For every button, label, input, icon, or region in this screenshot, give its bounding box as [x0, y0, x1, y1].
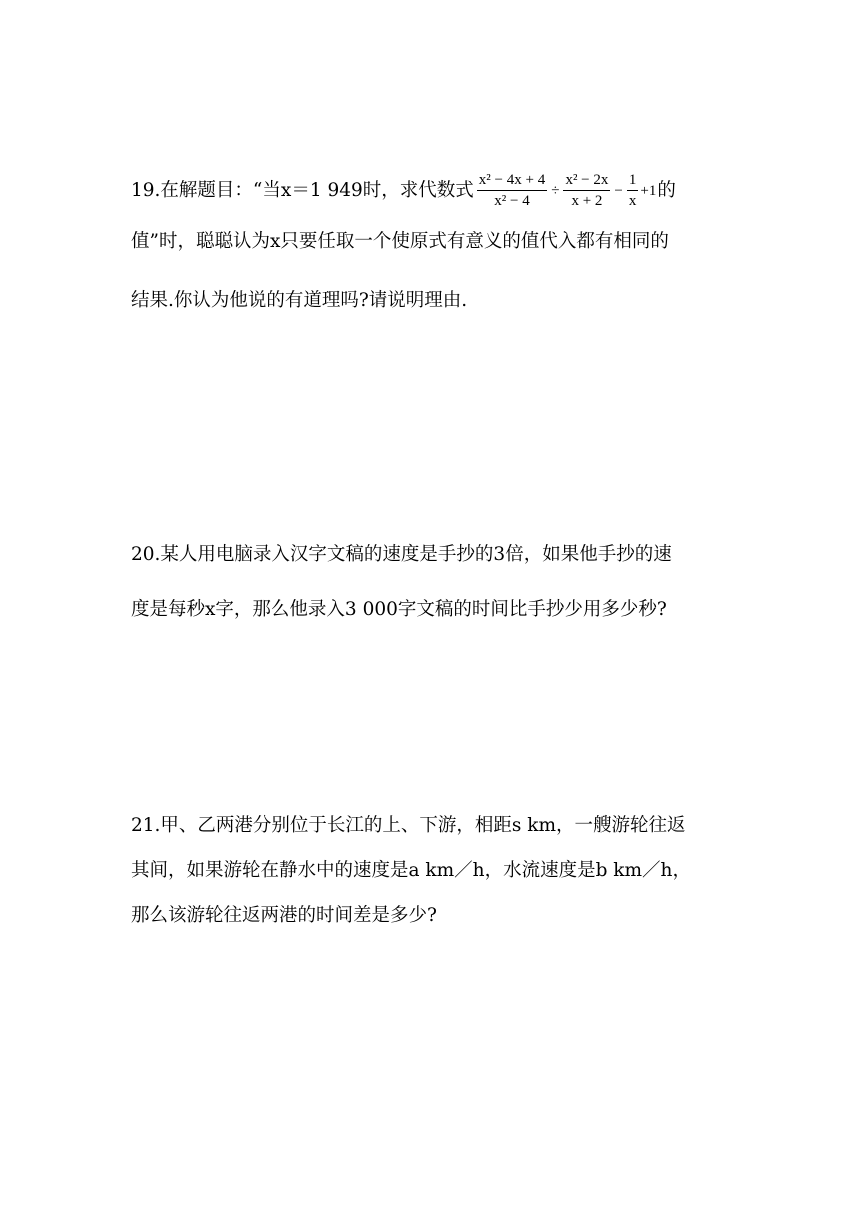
divide-sign: ÷	[551, 182, 560, 199]
problem-21-line-1: 21.甲、乙两港分别位于长江的上、下游，相距s km，一艘游轮往返	[131, 815, 686, 836]
plus-one-term: +1	[640, 182, 657, 199]
minus-sign: −	[614, 182, 623, 199]
fraction-1	[477, 170, 547, 211]
fraction-3-numerator: 1	[627, 170, 639, 191]
problem-19-line-3: 结果.你认为他说的有道理吗?请说明理由.	[131, 290, 468, 311]
algebraic-expression	[475, 170, 657, 211]
problem-19-text-end: 的	[657, 179, 676, 201]
fraction-2-denominator: x + 2	[571, 193, 603, 209]
fraction-1-denominator: x² − 4	[494, 193, 530, 209]
fraction-2	[563, 170, 610, 211]
fraction-2-numerator: x² − 2x	[563, 170, 610, 191]
problem-19-text-start: 19.在解题目：“当x＝1 949时，求代数式	[131, 179, 474, 201]
fraction-3	[627, 170, 639, 211]
problem-21-line-3: 那么该游轮往返两港的时间差是多少?	[131, 905, 437, 926]
problem-19-line-2: 值”时，聪聪认为x只要任取一个使原式有意义的值代入都有相同的	[131, 231, 669, 252]
problem-19-line-1	[131, 170, 676, 211]
fraction-3-denominator: x	[628, 193, 637, 209]
problem-21-line-2: 其间，如果游轮在静水中的速度是a km／h，水流速度是b km／h，	[131, 860, 691, 881]
problem-20-line-2: 度是每秒x字，那么他录入3 000字文稿的时间比手抄少用多少秒?	[131, 599, 667, 620]
problem-20-line-1: 20.某人用电脑录入汉字文稿的速度是手抄的3倍，如果他手抄的速	[131, 544, 672, 565]
fraction-1-numerator: x² − 4x + 4	[477, 170, 547, 191]
